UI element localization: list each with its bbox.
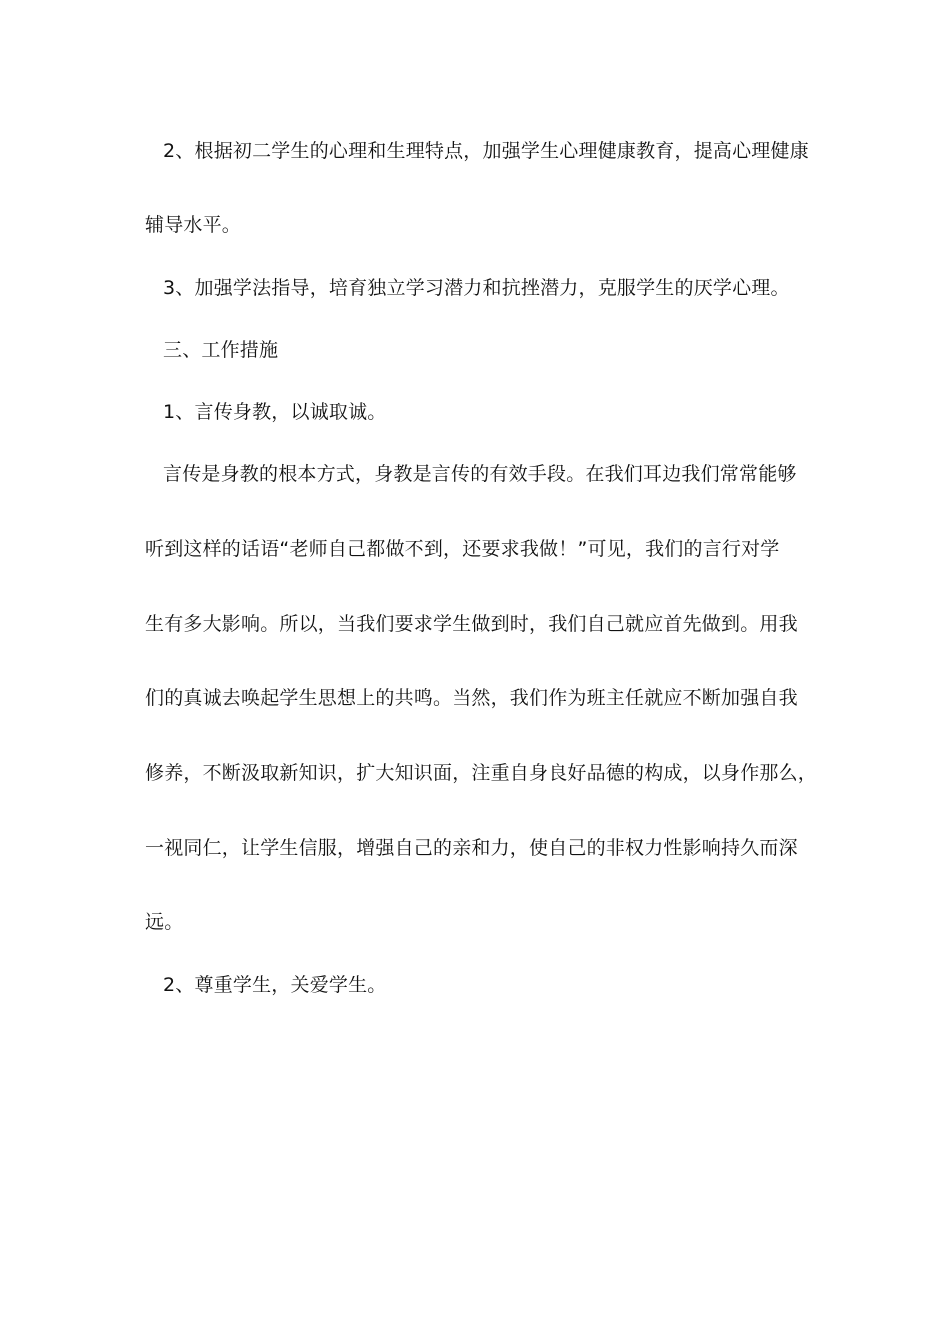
paragraph-line: 远。	[145, 911, 184, 933]
paragraph-line: 言传是身教的根本方式，身教是言传的有效手段。在我们耳边我们常常能够	[163, 463, 797, 485]
paragraph-line: 一视同仁，让学生信服，增强自己的亲和力，使自己的非权力性影响持久而深	[145, 837, 798, 859]
paragraph-line: 2、根据初二学生的心理和生理特点，加强学生心理健康教育，提高心理健康	[163, 140, 809, 162]
paragraph-line: 生有多大影响。所以，当我们要求学生做到时，我们自己就应首先做到。用我	[145, 613, 798, 635]
section-heading: 三、工作措施	[163, 339, 279, 361]
subheading: 1、言传身教，以诚取诚。	[163, 401, 387, 423]
paragraph-line: 辅导水平。	[145, 214, 242, 236]
paragraph-line: 们的真诚去唤起学生思想上的共鸣。当然，我们作为班主任就应不断加强自我	[145, 687, 798, 709]
paragraph-line: 3、加强学法指导，培育独立学习潜力和抗挫潜力，克服学生的厌学心理。	[163, 277, 790, 299]
paragraph-line: 听到这样的话语“老师自己都做不到，还要求我做！”可见，我们的言行对学	[145, 538, 780, 560]
subheading: 2、尊重学生，关爱学生。	[163, 974, 387, 996]
paragraph-line: 修养，不断汲取新知识，扩大知识面，注重自身良好品德的构成，以身作那么，	[145, 762, 818, 784]
